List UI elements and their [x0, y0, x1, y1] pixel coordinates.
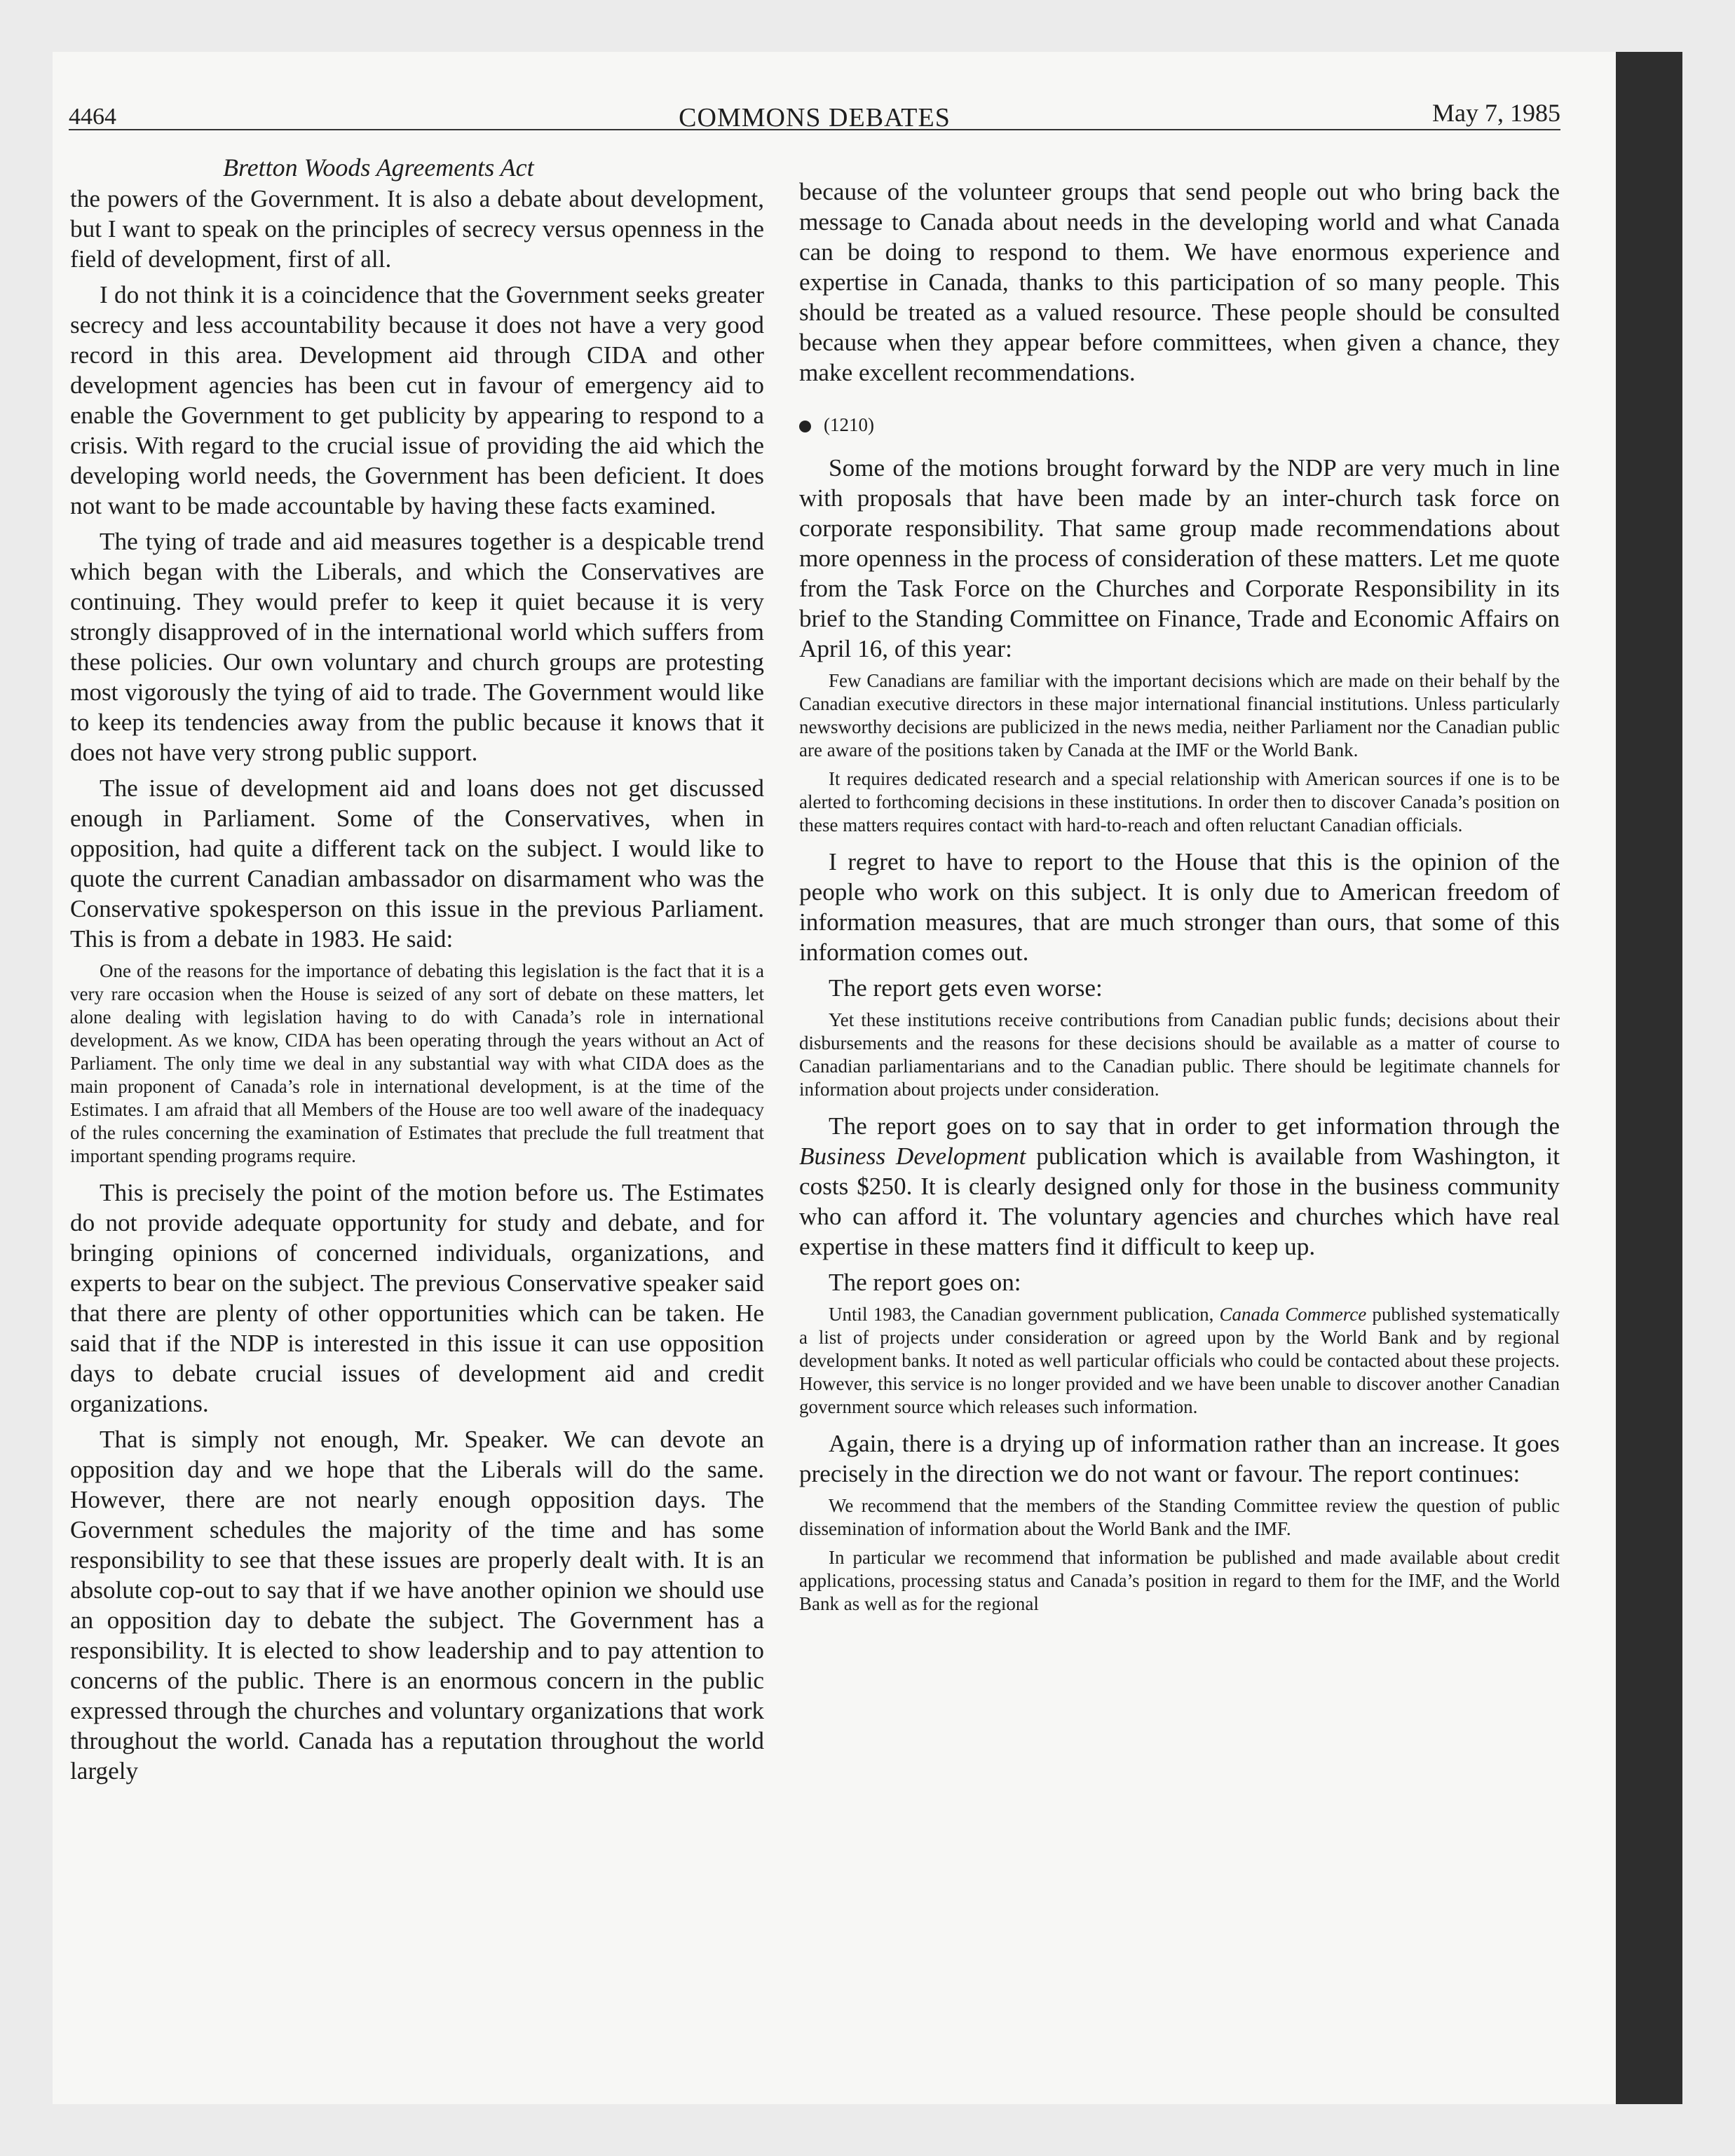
left-column	[70, 184, 764, 1792]
paragraph: That is simply not enough, Mr. Speaker. We can devote an opposition day and we hope that the Liberals will do the same. However, there are not nearly enough opposition days. The Government schedules the majority of the time and has some responsibility to see that these issues are properly dealt with. It is an absolute cop-out to say that if we have another opinion we should use an opposition day to debate the subject. The Government has a responsibility. It is elected to show leadership and to pay attention to concerns of the public. There is an enormous concern in the public expressed through the churches and voluntary organizations that work throughout the world. Canada has a reputation throughout the world largely	[70, 1426, 764, 1785]
paragraph: The report gets even worse:	[829, 974, 1103, 1002]
time-marker	[799, 414, 1560, 436]
right-column	[799, 177, 1560, 1625]
page-header	[69, 98, 1560, 130]
block-quote: We recommend that the members of the Standing Committee review the question of public dissemination of information about the World Bank and the IMF.	[799, 1495, 1560, 1539]
block-quote: It requires dedicated research and a special relationship with American sources if one is to be alerted to forthcoming decisions in these institutions. In order then to discover Canada’s position on these matters requires contact with hard-to-reach and often reluctant Canadian officials.	[799, 768, 1560, 835]
paragraph: Again, there is a drying up of information rather than an increase. It goes precisely in the direction we do not want or favour. The report continues:	[799, 1430, 1560, 1487]
paragraph: The tying of trade and aid measures together is a despicable trend which began with the Liberals, and which the Conservatives are continuing. They would prefer to keep it quiet because it is very strongly disapproved of in the international world which suffers from these policies. Our own voluntary and church groups are protesting most vigorously the tying of aid to trade. The Government would like to keep its tendencies away from the public because it knows that it does not have very strong public support.	[70, 528, 764, 766]
paragraph: This is precisely the point of the motion before us. The Estimates do not provide adequate opportunity for study and debate, and for bringing opinions of concerned individuals, organizations, and experts to bear on the subject. The previous Conservative speaker said that there are plenty of other opportunities which can be taken. He said that if the NDP is interested in this issue it can use opposition days to debate crucial issues of development aid and credit organizations.	[70, 1179, 764, 1417]
paragraph: I regret to have to report to the House that this is the opinion of the people who work on this subject. It is only due to American freedom of information measures, that are much stronger than ours, that some of this information comes out.	[799, 848, 1560, 966]
time-marker-label: (1210)	[824, 414, 874, 435]
block-quote: Few Canadians are familiar with the important decisions which are made on their behalf by the Canadian executive directors in these major international financial institutions. Unless particularly newsworthy decisions are publicized in the news media, neither Parliament nor the Canadian public are aware of the positions taken by Canada at the IMF or the World Bank.	[799, 670, 1560, 760]
bullet-icon	[799, 421, 811, 432]
paragraph	[799, 1111, 1560, 1262]
block-quote: Yet these institutions receive contributions from Canadian public funds; decisions about their disbursements and the reasons for these decisions should be available as a matter of course to Canadian parliamentarians and to the Canadian public. There should be legitimate channels for information about projects under consideration.	[799, 1009, 1560, 1100]
quote-text: published systematically a list of projects under consideration or agreed upon by the World Bank and by regional development banks. It noted as well particular officials who could be contacted about these projects. However, this service is no longer provided and we have been unable to discover another Canadian government source which releases such information.	[799, 1304, 1560, 1417]
page-number: 4464	[69, 104, 116, 130]
block-quote	[799, 1303, 1560, 1419]
publication-name: Canada Commerce	[1219, 1304, 1367, 1325]
quote-text: Until 1983, the Canadian government publication,	[829, 1304, 1220, 1325]
paragraph: The issue of development aid and loans does not get discussed enough in Parliament. Some of the Conservatives, when in opposition, had quite a different tack on the subject. I would like to quote the current Canadian ambassador on disarmament who was the Conservative spokesperson on this issue in the previous Parliament. This is from a debate in 1983. He said:	[70, 775, 764, 953]
paragraph: Some of the motions brought forward by the NDP are very much in line with proposals that have been made by an inter-church task force on corporate responsibility. That same group made recommendations about more openness in the process of consideration of these matters. Let me quote from the Task Force on the Churches and Corporate Responsibility in its brief to the Standing Committee on Finance, Trade and Economic Affairs on April 16, of this year:	[799, 454, 1560, 662]
page-date: May 7, 1985	[1432, 99, 1560, 127]
paragraph: the powers of the Government. It is also a debate about development, but I want to speak on the principles of secrecy versus openness in the field of development, first of all.	[70, 185, 764, 273]
paragraph: I do not think it is a coincidence that the Government seeks greater secrecy and less accountability because it does not have a very good record in this area. Development aid through CIDA and other development agencies has been cut in favour of emergency aid to enable the Government to get publicity by appearing to respond to a crisis. With regard to the crucial issue of providing the aid which the developing world needs, the Government has been deficient. It does not want to be made accountable by having these facts examined.	[70, 281, 764, 519]
paragraph-text: publication which is available from Washington, it costs $250. It is clearly designed only for those in the business community who can afford it. The voluntary agencies and churches which have real expertise in these matters find it difficult to keep up.	[799, 1142, 1560, 1260]
publication-name: Business Development	[799, 1142, 1026, 1170]
binding-edge	[1616, 52, 1682, 2104]
block-quote: In particular we recommend that information be published and made available about credit applications, processing status and Canada’s position in regard to them for the IMF, and the World Bank as well as for the regional	[799, 1547, 1560, 1614]
block-quote: One of the reasons for the importance of debating this legislation is the fact that it is a very rare occasion when the House is seized of any sort of debate on these matters, let alone dealing with legislation having to do with Canada’s role in international development. As we know, CIDA has been operating through the years without an Act of Parliament. The only time we deal in any substantial way with what CIDA does as the main proponent of Canada’s role in international development, is at the time of the Estimates. I am afraid that all Members of the House are too well aware of the inadequacy of the rules concerning the examination of Estimates that preclude the full treatment that important spending programs require.	[70, 960, 764, 1166]
paragraph: The report goes on:	[829, 1269, 1021, 1296]
paragraph-text: The report goes on to say that in order to get information through the	[829, 1112, 1560, 1140]
publication-title: COMMONS DEBATES	[679, 103, 951, 132]
paragraph: because of the volunteer groups that send people out who bring back the message to Canada about needs in the developing world and what Canada can be doing to respond to them. We have enormous experience and expertise in Canada, thanks to this participation of so many people. This should be treated as a valued resource. These people should be consulted because when they appear before committees, when given a chance, they make excellent recommendations.	[799, 178, 1560, 386]
running-head: Bretton Woods Agreements Act	[223, 153, 534, 182]
